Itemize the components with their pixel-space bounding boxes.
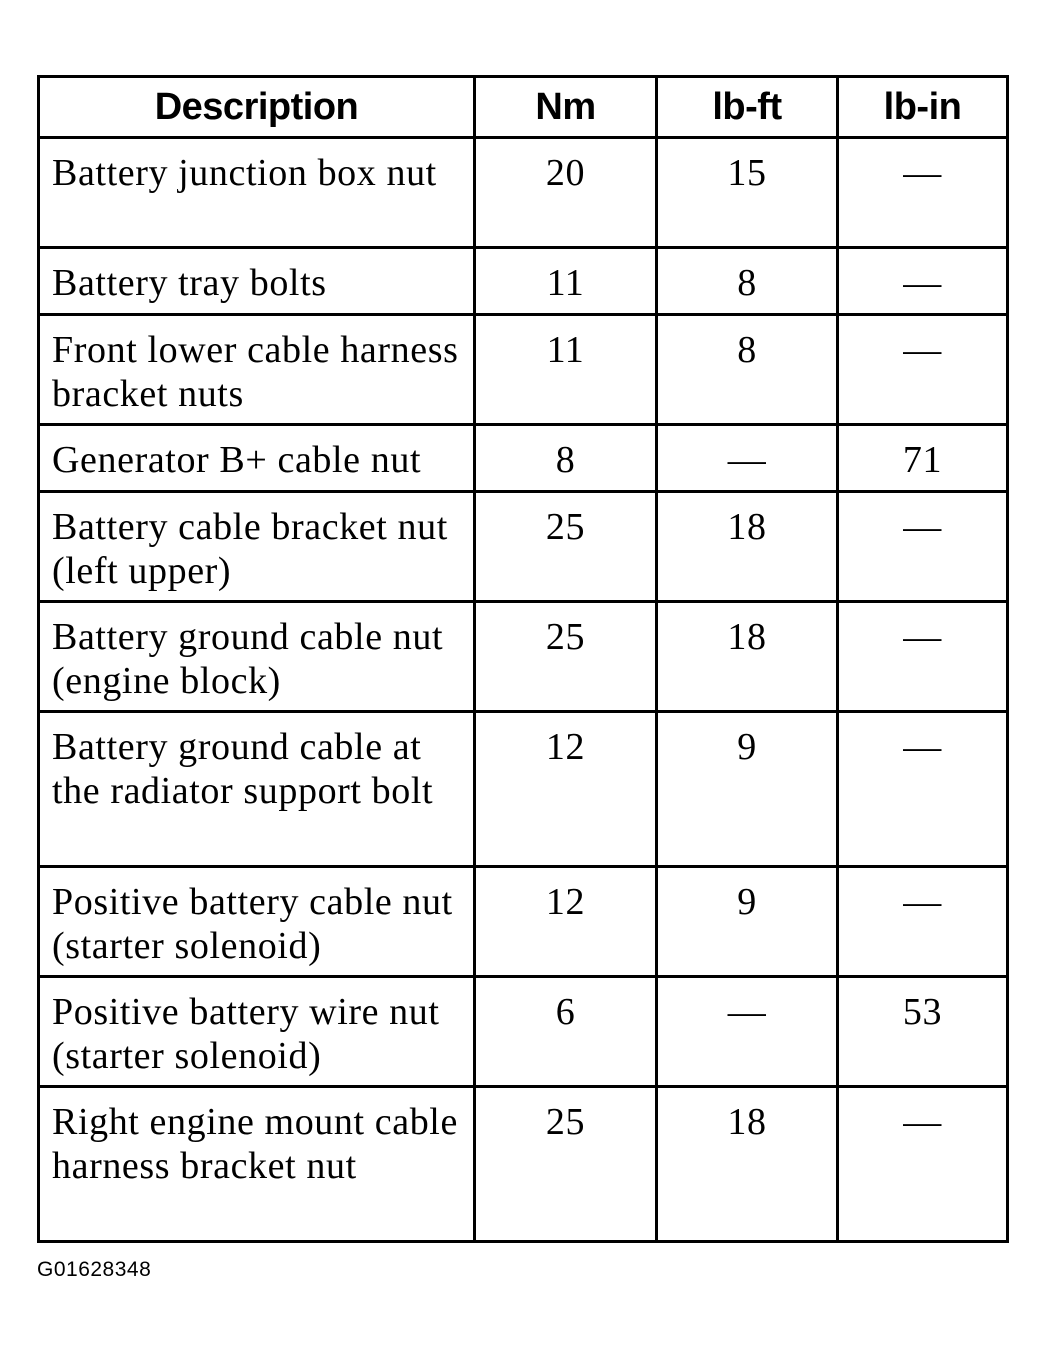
lb-ft-cell: — xyxy=(657,977,838,1087)
column-header-nm: Nm xyxy=(475,77,657,138)
description-cell: Front lower cable harness bracket nuts xyxy=(39,315,475,425)
lb-in-cell: — xyxy=(838,602,1008,712)
description-cell: Positive battery wire nut (starter solenoid) xyxy=(39,977,475,1087)
lb-ft-cell: 9 xyxy=(657,712,838,867)
table-row xyxy=(39,315,1008,425)
lb-ft-cell: 15 xyxy=(657,138,838,248)
description-cell: Battery cable bracket nut (left upper) xyxy=(39,492,475,602)
lb-in-cell: 71 xyxy=(838,425,1008,492)
table-row xyxy=(39,425,1008,492)
lb-in-cell: — xyxy=(838,867,1008,977)
table-row xyxy=(39,867,1008,977)
description-cell: Battery tray bolts xyxy=(39,248,475,315)
nm-cell: 12 xyxy=(475,712,657,867)
lb-in-cell: — xyxy=(838,1087,1008,1242)
column-header-description: Description xyxy=(39,77,475,138)
lb-in-cell: — xyxy=(838,315,1008,425)
lb-ft-cell: 18 xyxy=(657,492,838,602)
figure-id-label: G01628348 xyxy=(37,1258,152,1281)
description-cell: Battery junction box nut xyxy=(39,138,475,248)
lb-in-cell: — xyxy=(838,712,1008,867)
nm-cell: 25 xyxy=(475,602,657,712)
lb-ft-cell: — xyxy=(657,425,838,492)
lb-in-cell: 53 xyxy=(838,977,1008,1087)
column-header-lb-ft: lb-ft xyxy=(657,77,838,138)
description-cell: Battery ground cable nut (engine block) xyxy=(39,602,475,712)
column-header-lb-in: lb-in xyxy=(838,77,1008,138)
nm-cell: 11 xyxy=(475,315,657,425)
torque-spec-table-container xyxy=(37,75,1006,1243)
nm-cell: 20 xyxy=(475,138,657,248)
lb-ft-cell: 18 xyxy=(657,602,838,712)
lb-ft-cell: 9 xyxy=(657,867,838,977)
table-row xyxy=(39,138,1008,248)
nm-cell: 12 xyxy=(475,867,657,977)
nm-cell: 25 xyxy=(475,492,657,602)
table-row xyxy=(39,712,1008,867)
table-row xyxy=(39,492,1008,602)
nm-cell: 25 xyxy=(475,1087,657,1242)
nm-cell: 6 xyxy=(475,977,657,1087)
nm-cell: 11 xyxy=(475,248,657,315)
torque-spec-table xyxy=(37,75,1009,1243)
lb-in-cell: — xyxy=(838,248,1008,315)
nm-cell: 8 xyxy=(475,425,657,492)
lb-in-cell: — xyxy=(838,138,1008,248)
lb-in-cell: — xyxy=(838,492,1008,602)
table-row xyxy=(39,1087,1008,1242)
description-cell: Positive battery cable nut (starter solenoid) xyxy=(39,867,475,977)
table-row xyxy=(39,602,1008,712)
lb-ft-cell: 8 xyxy=(657,315,838,425)
lb-ft-cell: 18 xyxy=(657,1087,838,1242)
lb-ft-cell: 8 xyxy=(657,248,838,315)
table-row xyxy=(39,248,1008,315)
description-cell: Right engine mount cable harness bracket nut xyxy=(39,1087,475,1242)
table-header-row xyxy=(39,77,1008,138)
description-cell: Generator B+ cable nut xyxy=(39,425,475,492)
table-row xyxy=(39,977,1008,1087)
description-cell: Battery ground cable at the radiator support bolt xyxy=(39,712,475,867)
